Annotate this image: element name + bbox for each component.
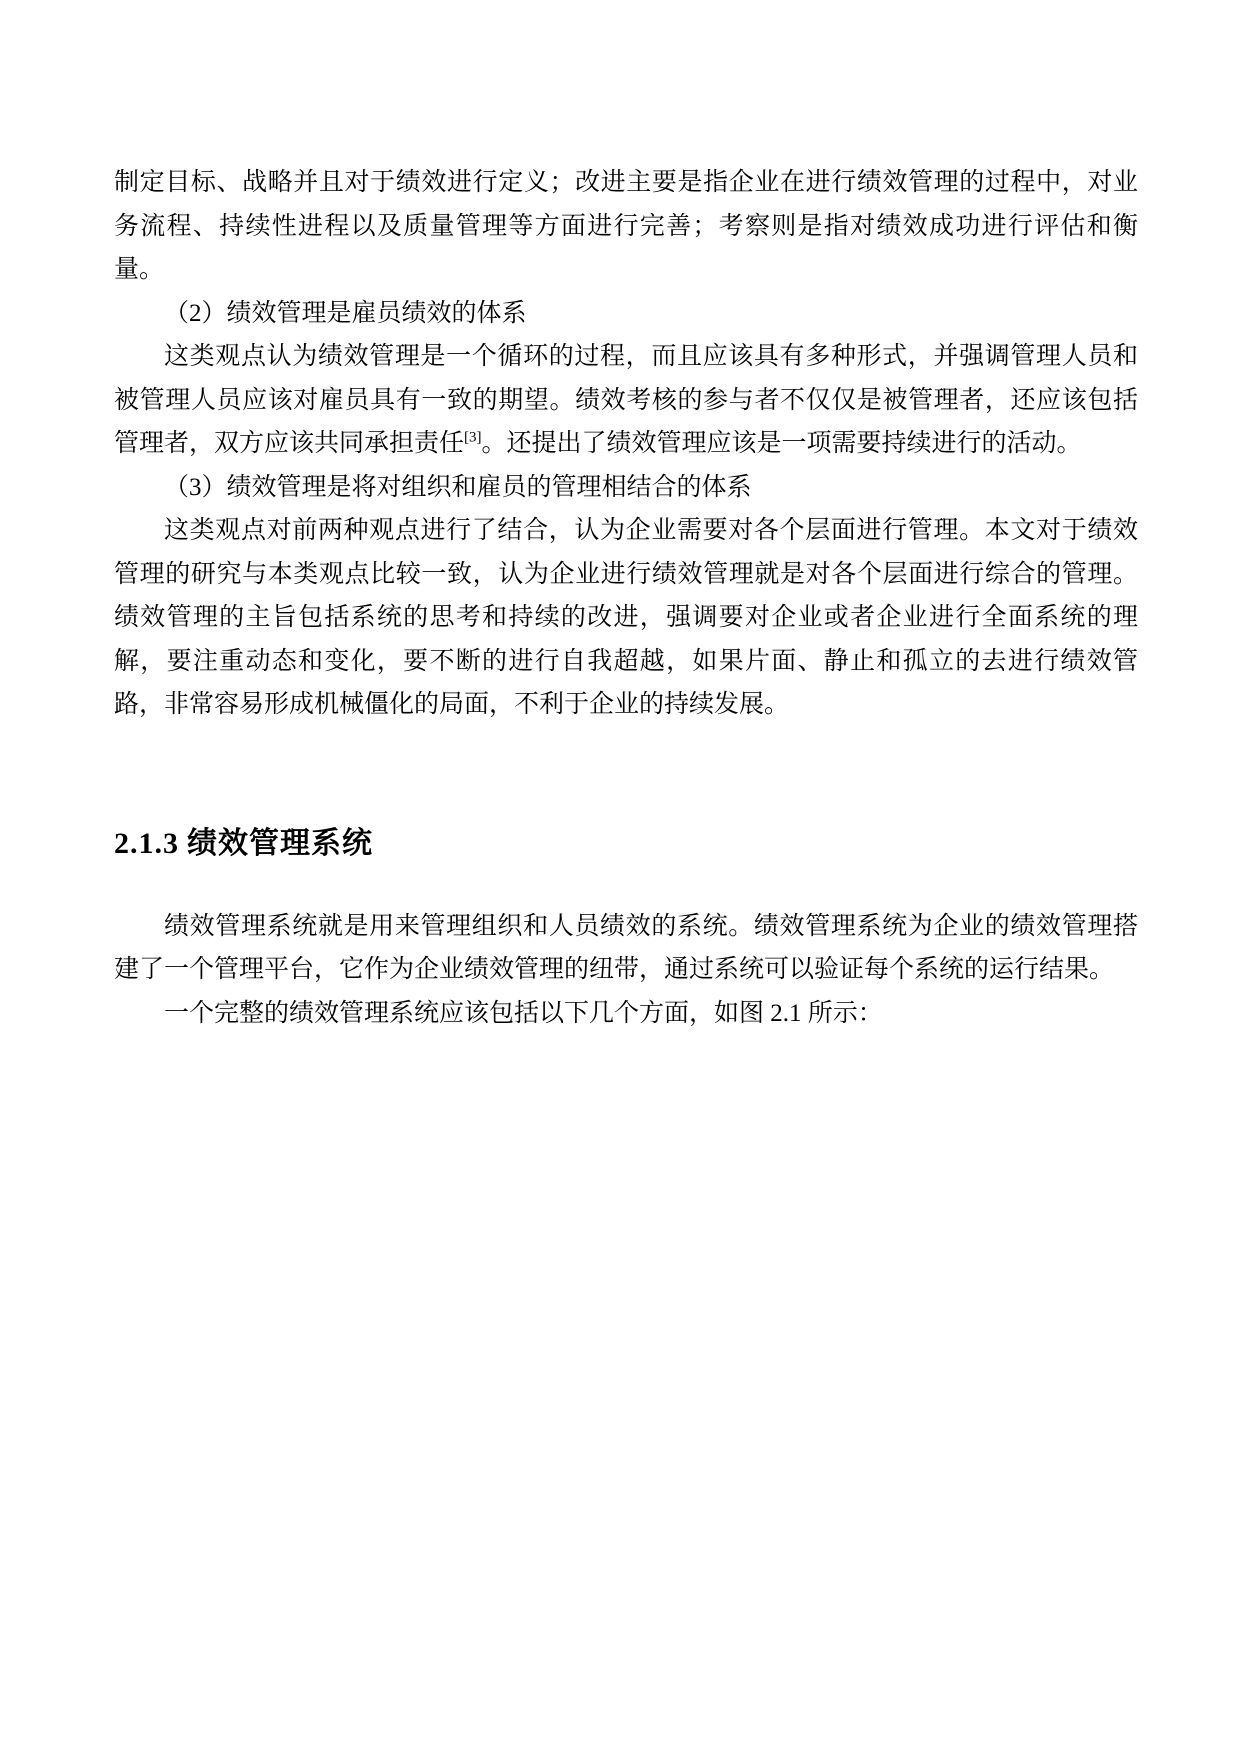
section-heading-title: 绩效管理系统 xyxy=(187,826,373,860)
section-heading-number: 2.1.3 xyxy=(114,826,179,860)
list-item-3-heading: （3）绩效管理是将对组织和雇员的管理相结合的体系 xyxy=(164,473,752,501)
paragraph-pms-intro: 绩效管理系统就是用来管理组织和人员绩效的系统。绩效管理系统为企业的绩效管理搭建了一个管理平台，它作为企业绩效管理的纽带，通过系统可以验证每个系统的运行结果。 xyxy=(114,912,1138,983)
paragraph-pms-figure-reference: 一个完整的绩效管理系统应该包括以下几个方面，如图 2.1 所示： xyxy=(164,999,883,1027)
footnote-reference-3: [3] xyxy=(464,429,482,446)
section-heading-2-1-3 xyxy=(114,820,1138,868)
list-item-2-heading: （2）绩效管理是雇员绩效的体系 xyxy=(164,299,527,327)
paragraph-viewpoint-2 xyxy=(114,335,1138,466)
paragraph-viewpoint-2-text-after-ref: 。还提出了绩效管理应该是一项需要持续进行的活动。 xyxy=(481,430,1082,457)
paragraph-viewpoint-3: 这类观点对前两种观点进行了结合，认为企业需要对各个层面进行管理。本文对于绩效管理的研究与本类观点比较一致，认为企业进行绩效管理就是对各个层面进行综合的管理。绩效管理的主旨包括系统的思考和持续的改进，强调要对企业或者企业进行全面系统的理解，要注重动态和变化，要不断的进行自我超越，如果片面、静止和孤立的去进行绩效管路，非常容易形成机械僵化的局面，不利于企业的持续发展。 xyxy=(114,517,1138,718)
paragraph-continuation: 制定目标、战略并且对于绩效进行定义；改进主要是指企业在进行绩效管理的过程中，对业务流程、持续性进程以及质量管理等方面进行完善；考察则是指对绩效成功进行评估和衡量。 xyxy=(114,169,1138,283)
paragraph-viewpoint-2-text-before-ref: 这类观点认为绩效管理是一个循环的过程，而且应该具有多种形式，并强调管理人员和被管理人员应该对雇员具有一致的期望。绩效考核的参与者不仅仅是被管理者，还应该包括管理者，双方应该共同承担责任 xyxy=(114,343,1138,457)
